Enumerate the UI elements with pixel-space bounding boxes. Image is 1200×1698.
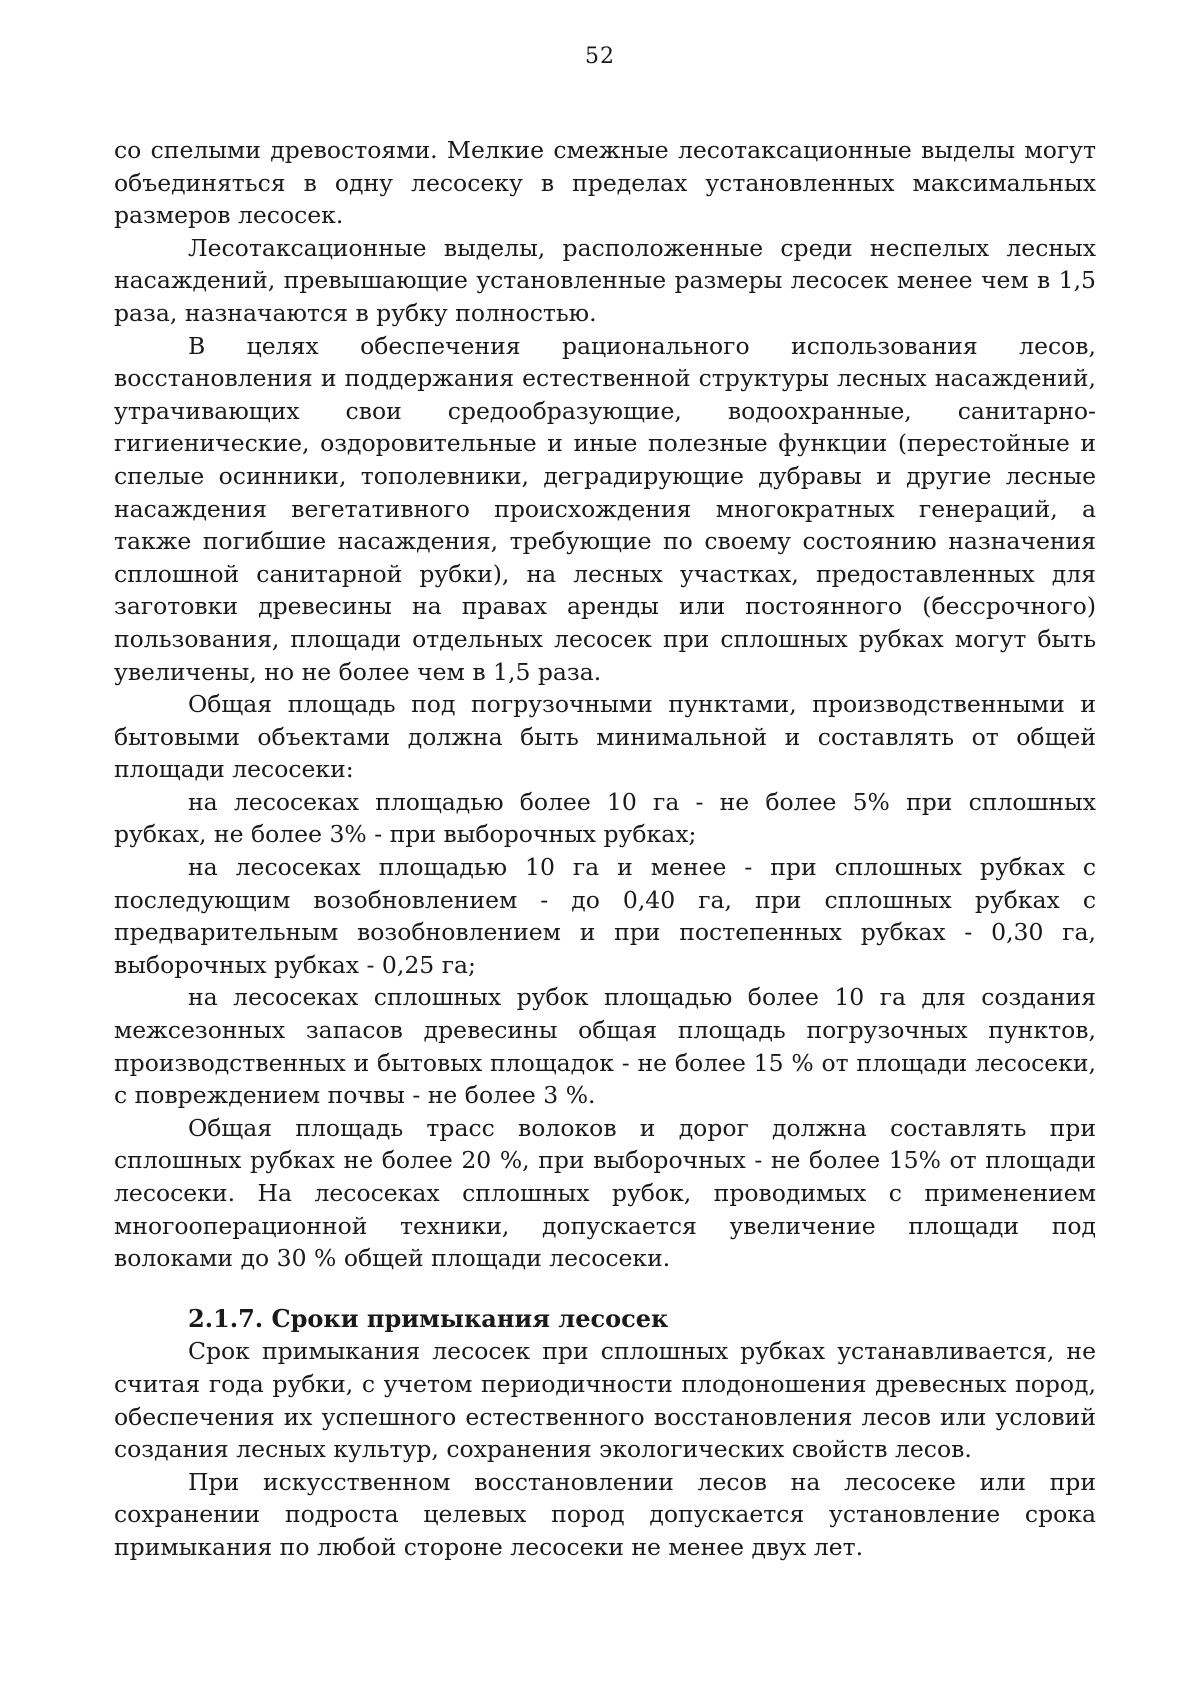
paragraph: Лесотаксационные выделы, расположенные среди неспелых лесных насаждений, превышающие установленные размеры лесосек менее чем в 1,5 раза, назначаются в рубку полностью. [114, 233, 1096, 327]
paragraph: Срок примыкания лесосек при сплошных рубках устанавливается, не считая года рубки, с учетом периодичности плодоношения древесных пород, обеспечения их успешного естественного восстановления лесов или условий создания лесных культур, сохранения экологических свойств лесов. [114, 1337, 1096, 1464]
list-item: на лесосеках площадью 10 га и менее - при сплошных рубках с последующим возобновлением - до 0,40 га, при сплошных рубках с предварительным возобновлением и при постепенных рубках - 0,30 га, выборочных рубках - 0,25 га; [114, 853, 1096, 979]
document-body [114, 134, 1096, 1564]
paragraph: В целях обеспечения рационального использования лесов, восстановления и поддержания естественной структуры лесных насаждений, утрачивающих свои средообразующие, водоохранные, санитарно-гигиенические, оздоровительные и иные полезные функции (перестойные и спелые осинники, тополевники, деградирующие дубравы и другие лесные насаждения вегетативного происхождения многократных генераций, а также погибшие насаждения, требующие по своему состоянию назначения сплошной санитарной рубки), на лесных участках, предоставленных для заготовки древесины на правах аренды или постоянного (бессрочного) пользования, площади отдельных лесосек при сплошных рубках могут быть увеличены, но не более чем в 1,5 раза. [114, 331, 1096, 686]
page-number: 52 [585, 44, 615, 69]
paragraph: Общая площадь трасс волоков и дорог должна составлять при сплошных рубках не более 20 %, при выборочных - не более 15% от площади лесосеки. На лесосеках сплошных рубок, проводимых с применением многооперационной техники, допускается увеличение площади под волоками до 30 % общей площади лесосеки. [114, 1113, 1096, 1273]
paragraph: При искусственном восстановлении лесов на лесосеке или при сохранении подроста целевых пород допускается установление срока примыкания по любой стороне лесосеки не менее двух лет. [114, 1467, 1096, 1561]
section-heading: 2.1.7. Сроки примыкания лесосек [188, 1303, 669, 1333]
paragraph: Общая площадь под погрузочными пунктами, производственными и бытовыми объектами должна быть минимальной и составлять от общей площади лесосеки: [114, 690, 1096, 784]
list-item: на лесосеках площадью более 10 га - не более 5% при сплошных рубках, не более 3% - при выборочных рубках; [114, 787, 1096, 849]
paragraph-continuation: со спелыми древостоями. Мелкие смежные лесотаксационные выделы могут объединяться в одну лесосеку в пределах установленных максимальных размеров лесосек. [114, 136, 1096, 230]
list-item: на лесосеках сплошных рубок площадью более 10 га для создания межсезонных запасов древесины общая площадь погрузочных пунктов, производственных и бытовых площадок - не более 15 % от площади лесосеки, с повреждением почвы - не более 3 %. [114, 983, 1096, 1110]
